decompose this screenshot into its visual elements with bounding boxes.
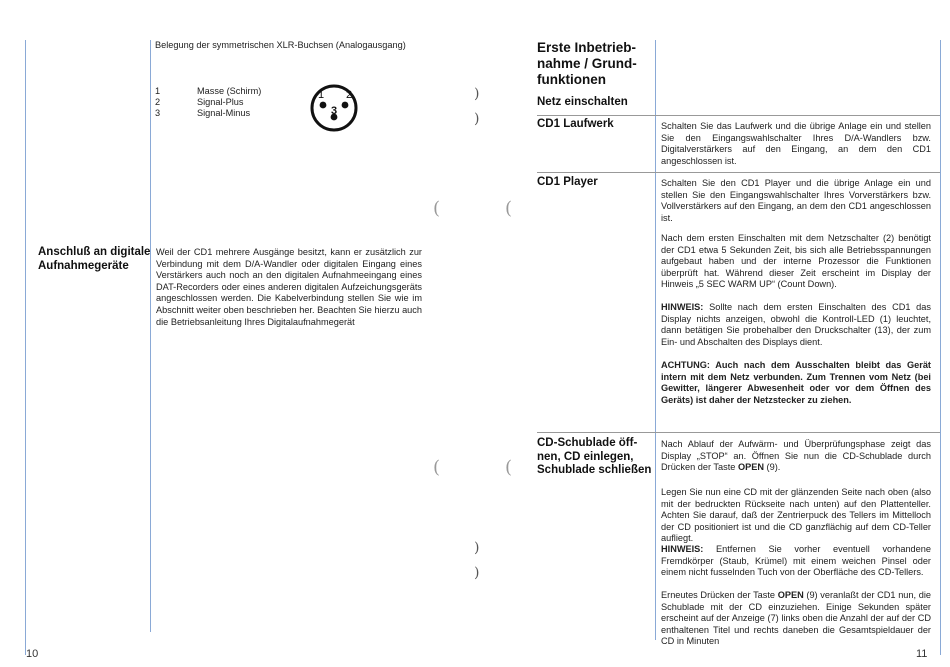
- right-margin-line: [940, 40, 941, 655]
- section-title-line: Erste Inbetrieb-: [537, 40, 637, 55]
- punch-hole: (: [433, 457, 441, 478]
- punch-hole: (: [433, 198, 441, 219]
- punch-hole: (: [505, 198, 513, 219]
- schublade-heading: [537, 437, 652, 478]
- schublade-heading-line: CD-Schublade öff-: [537, 437, 638, 449]
- player-text: Schalten Sie den CD1 Player und die übrige Anlage ein und stellen Sie den Eingangswahlschalter Ihres Vorverstärkers bzw. Vollverstärkers auf den Eingang, an dem den CD1 angeschlossen ist.: [661, 178, 931, 223]
- left-margin-line: [25, 40, 26, 655]
- digital-recording-heading: Anschluß an digitale Aufnahmegeräte: [38, 246, 151, 272]
- legen-text: Legen Sie nun eine CD mit der glänzenden Seite nach oben (also mit der bedruckten Rückseite nach unten) auf den Plattenteller. Achten Sie darauf, daß der Zentrierpuck des Tellers im Mittelloch der CD positioniert ist und die CD ganzflächig auf dem CD-Teller aufliegt.: [661, 487, 931, 544]
- pin-2-dot: [342, 102, 349, 109]
- player-heading: CD1 Player: [537, 176, 598, 188]
- pin-number: 1: [155, 86, 161, 96]
- schublade-separator: [537, 432, 940, 433]
- hinweis-2-text: [661, 544, 931, 579]
- erneutes-body-a: Erneutes Drücken der Taste: [661, 590, 778, 600]
- pin-1-dot: [320, 102, 327, 109]
- netz-text: Nach dem ersten Einschalten mit dem Netzschalter (2) benötigt der CD1 etwa 5 Sekunden Zeit, bis sich alle Betriebsspannungen aufgebaut haben und der interne Prozessor die Funktionen überprüft hat. Während dieser Zeit erscheint im Display der Hinweis „5 SEC WARM UP“ (Count Down).: [661, 233, 931, 290]
- digital-recording-text: Weil der CD1 mehrere Ausgänge besitzt, kann er zusätzlich zur Verbindung mit dem D/A-Wandler oder digitalen Eingang eines Verstärkers auch noch an den digitalen Aufnahmeeingang eines DAT-Recorders oder eines anderen digitalen Aufzeichungsgeräts angeschlossen werden. Die Kabelverbindung stellen Sie wie im Abschnitt weiter oben beschrieben her. Beachten Sie hierzu auch die Betriebsanleitung Ihres Digitalaufnahmegerät: [156, 247, 422, 327]
- hinweis-2-body: Entfernen Sie vorher eventuell vorhandene Fremdkörper (Staub, Krümel) mit einem weichen Pinsel oder einem nicht fusselnden Tuch von der Oberfläche des CD-Tellers.: [661, 544, 931, 578]
- schublade-body-a: Nach Ablauf der Aufwärm- und Überprüfungsphase zeigt das Display „STOP“ an. Öffnen Sie nun die CD-Schublade durch Drücken der Taste: [661, 439, 931, 473]
- erneutes-open-label: OPEN: [777, 590, 804, 600]
- achtung-text: ACHTUNG: Auch nach dem Ausschalten bleibt das Gerät intern mit dem Netz verbunden. Zum Trennen vom Netz (bei Gewitter, längerer Abwesenheit oder vor dem Öffnen des Geräts) ist daher der Netzstecker zu ziehen.: [661, 360, 931, 405]
- laufwerk-text: Schalten Sie das Laufwerk und die übrige Anlage ein und stellen Sie den Eingangswahlschalter Ihres D/A-Wandlers bzw. Digitalverstärkers auf den Eingang, an dem den CD1 angeschlossen ist.: [661, 121, 931, 166]
- pin-number: 2: [155, 97, 161, 107]
- hinweis-2-label: HINWEIS:: [661, 544, 704, 554]
- section-title: [537, 40, 652, 88]
- punch-hole: (: [505, 457, 513, 478]
- erneutes-body-b: (9) veranlaßt der CD1 nun, die Schublade mit der CD einzuziehen. Einige Sekunden später erscheint auf der Anzeige (7) links oben die Anzahl der auf der CD enthaltenen Titel und rechts daneben die Gesamtspieldauer der CD in Minuten: [661, 590, 931, 647]
- pin-label: Signal-Plus: [197, 97, 244, 107]
- schublade-text: [661, 439, 931, 474]
- binding-mark: ): [474, 565, 480, 581]
- pin-row-2: [155, 97, 305, 108]
- hinweis-1-text: [661, 302, 931, 348]
- xlr-connector-diagram: [303, 84, 363, 134]
- pin-row-1: [155, 86, 305, 97]
- pin-label: Signal-Minus: [197, 108, 251, 118]
- binding-mark: ): [474, 111, 480, 127]
- schublade-heading-line: nen, CD einlegen,: [537, 450, 634, 463]
- erneutes-text: [661, 590, 931, 648]
- schublade-heading-line: Schublade schließen: [537, 464, 652, 476]
- connector-label-2: 2: [346, 89, 353, 101]
- netz-heading: Netz einschalten: [537, 96, 628, 108]
- open-key-label: OPEN: [737, 462, 764, 473]
- hinweis-1-label: HINWEIS:: [661, 302, 704, 312]
- left-page-number: 10: [26, 648, 39, 660]
- schublade-body-b: (9).: [764, 462, 781, 473]
- left-column-line: [150, 40, 151, 632]
- right-column-line: [655, 40, 656, 640]
- hinweis-1-body: Sollte nach dem ersten Einschalten des CD1 das Display nichts anzeigen, obwohl die Kontroll-LED (1) leuchtet, dann betätigen Sie probehalber den Druckschalter (13), der zum Ein- und Abschalten des Displays dient.: [661, 302, 931, 347]
- pin-label: Masse (Schirm): [197, 86, 262, 96]
- binding-mark: ): [474, 540, 480, 556]
- laufwerk-heading: CD1 Laufwerk: [537, 118, 614, 130]
- xlr-heading: Belegung der symmetrischen XLR-Buchsen (Analogausgang): [155, 40, 406, 50]
- player-separator: [537, 172, 940, 173]
- section-title-line: funktionen: [537, 72, 606, 87]
- section-title-line: nahme / Grund-: [537, 56, 637, 71]
- laufwerk-separator: [537, 115, 940, 116]
- pin-number: 3: [155, 108, 161, 118]
- connector-label-1: 1: [318, 89, 325, 101]
- binding-mark: ): [474, 86, 480, 102]
- right-page-number: 11: [916, 648, 928, 660]
- pin-row-3: [155, 108, 305, 119]
- connector-label-3: 3: [331, 105, 338, 117]
